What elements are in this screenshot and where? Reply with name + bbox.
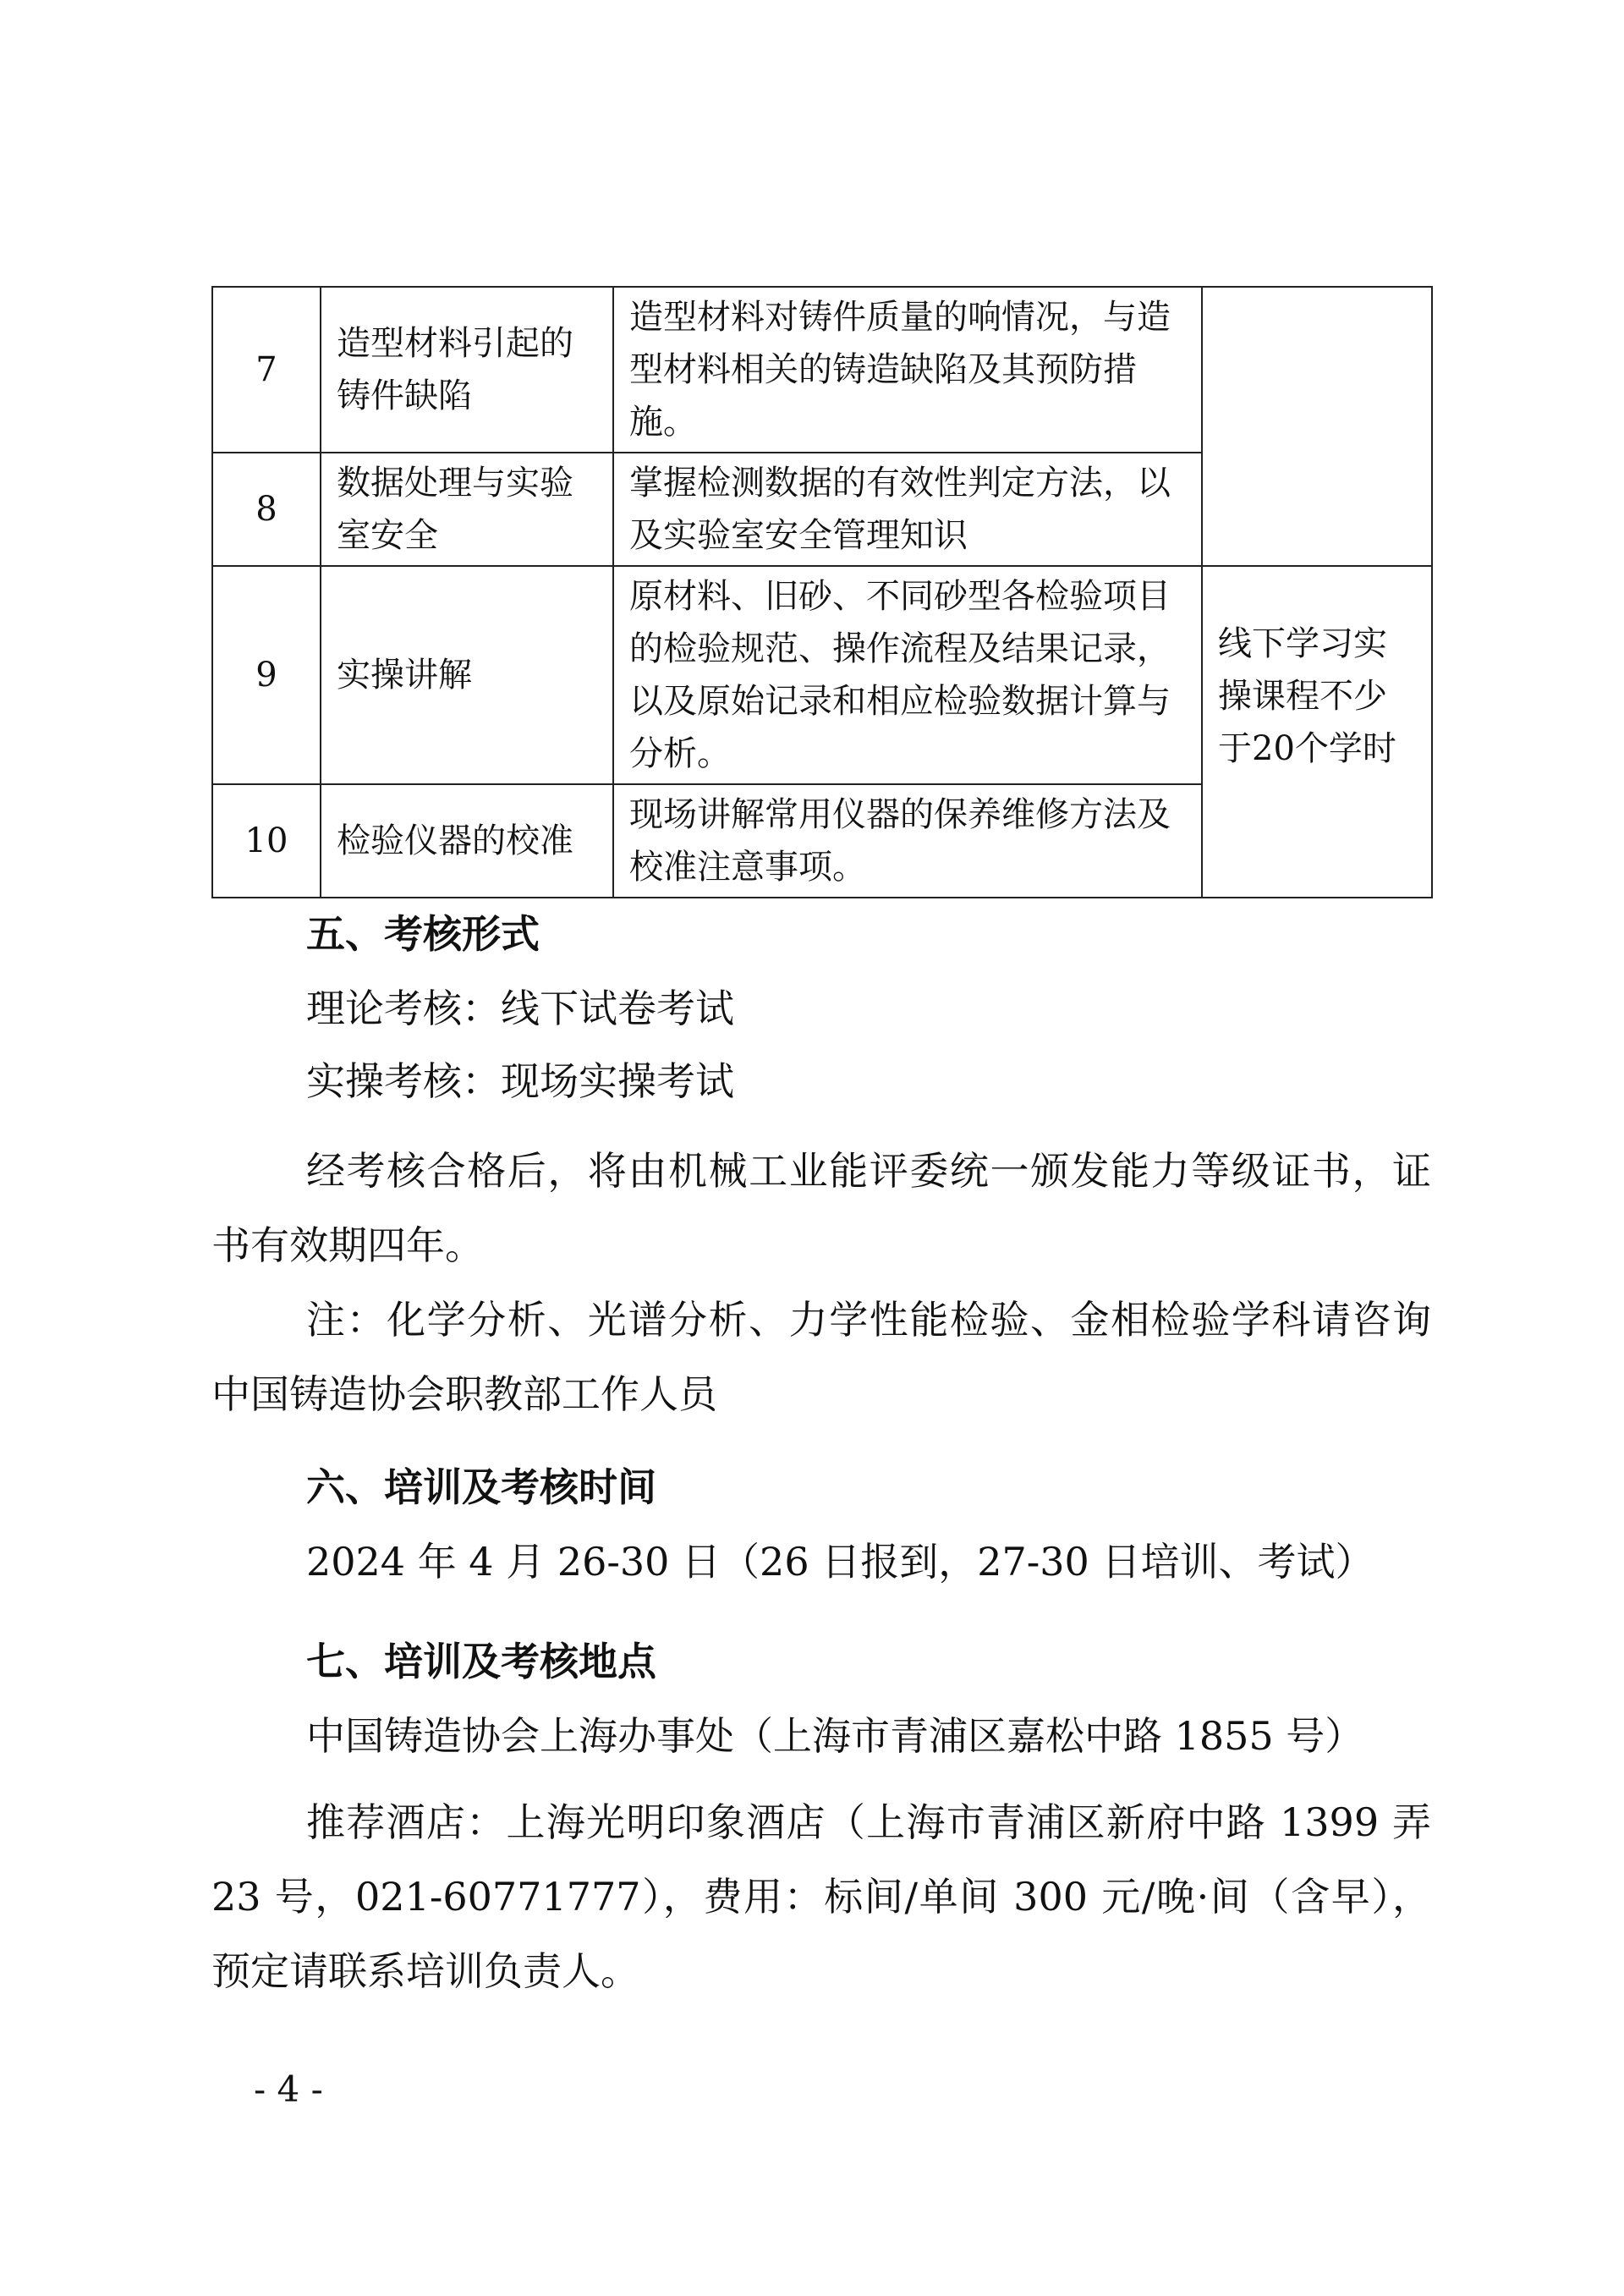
row-content: 现场讲解常用仪器的保养维修方法及校准注意事项。 [613,784,1202,898]
assessment-note: 注：化学分析、光谱分析、力学性能检验、金相检验学科请咨询中国铸造协会职教部工作人员 [211,1297,1431,1417]
curriculum-table [211,286,1433,898]
section-heading-assessment: 五、考核形式 [306,911,540,957]
row-topic: 数据处理与实验室安全 [321,453,613,566]
row-content: 造型材料对铸件质量的响情况，与造型材料相关的铸造缺陷及其预防措施。 [613,287,1202,453]
assessment-certificate: 经考核合格后，将由机械工业能评委统一颁发能力等级证书，证书有效期四年。 [211,1148,1431,1268]
row-number: 7 [212,287,321,453]
section-heading-location: 七、培训及考核地点 [306,1639,656,1684]
row-remark-empty [1202,287,1432,566]
assessment-theory: 理论考核：线下试卷考试 [306,986,734,1031]
training-time: 2024 年 4 月 26-30 日（26 日报到，27-30 日培训、考试） [306,1539,1374,1585]
hotel-recommendation: 推荐酒店：上海光明印象酒店（上海市青浦区新府中路 1399 弄 23 号，021-60771777），费用：标间/单间 300 元/晚·间（含早），预定请联系培训负责人。 [211,1799,1431,1994]
page-number: - 4 - [254,2068,323,2110]
row-topic: 造型材料引起的铸件缺陷 [321,287,613,453]
row-content: 原材料、旧砂、不同砂型各检验项目的检验规范、操作流程及结果记录，以及原始记录和相应检验数据计算与分析。 [613,566,1202,784]
row-number: 10 [212,784,321,898]
row-remark: 线下学习实操课程不少于20个学时 [1202,566,1432,898]
training-location: 中国铸造协会上海办事处（上海市青浦区嘉松中路 1855 号） [306,1713,1364,1759]
table-row [212,287,1432,453]
assessment-practical: 实操考核：现场实操考试 [306,1058,734,1104]
table-row [212,566,1432,784]
row-topic: 实操讲解 [321,566,613,784]
row-topic: 检验仪器的校准 [321,784,613,898]
row-content: 掌握检测数据的有效性判定方法，以及实验室安全管理知识 [613,453,1202,566]
row-number: 8 [212,453,321,566]
section-heading-time: 六、培训及考核时间 [306,1464,656,1510]
row-number: 9 [212,566,321,784]
